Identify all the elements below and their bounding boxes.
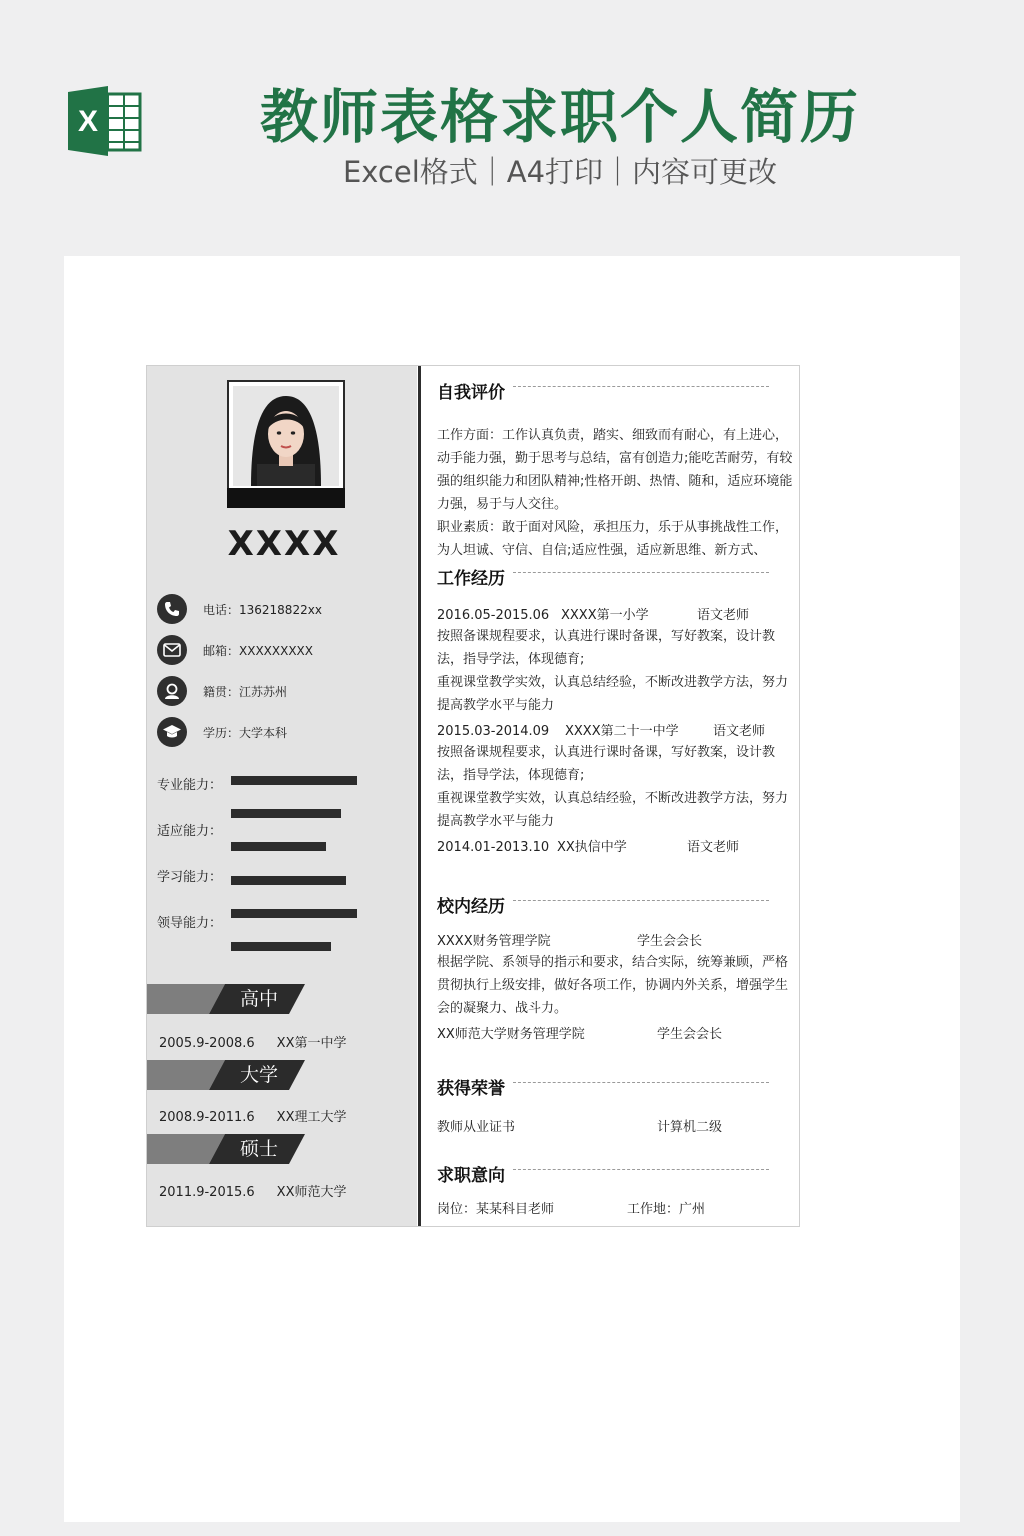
section-rule [513, 900, 769, 901]
resume [146, 365, 800, 1227]
section-title-self-eval: 自我评价 [437, 383, 505, 403]
photo-bar [227, 488, 345, 508]
edu-header-master [147, 1134, 307, 1164]
svg-text:X: X [77, 105, 99, 138]
campus-role: 学生会会长 [657, 1027, 723, 1042]
edu-level: 大学 [239, 1064, 278, 1086]
skill-bar [231, 809, 341, 818]
contact-education [157, 717, 407, 747]
mail-icon [157, 635, 187, 665]
section-rule [513, 572, 769, 573]
skill-label: 领导能力： [157, 916, 223, 931]
work-period: 2014.01-2013.10 [437, 840, 550, 855]
work-role: 语文老师 [697, 608, 750, 623]
edu-period: 2005.9-2008.6 [159, 1036, 255, 1051]
contact-text: 学历：大学本科 [203, 726, 288, 740]
work-row [437, 604, 749, 623]
graduation-cap-icon [157, 717, 187, 747]
page-title: 教师表格求职个人简历 [259, 83, 860, 151]
section-rule [513, 1169, 769, 1170]
column-divider [418, 366, 421, 1227]
self-eval-text [437, 424, 793, 562]
campus-row [437, 930, 702, 949]
intent-position: 岗位：某某科目老师 [437, 1202, 555, 1217]
self-eval-paragraph: 工作方面：工作认真负责，踏实、细致而有耐心，有上进心，动手能力强，勤于思考与总结，富有创造力;能吃苦耐劳，有较强的组织能力和团队精神;性格开朗、热情、随和，适应环境能力强，易于与人交往。 [437, 428, 793, 512]
intent-row [437, 1198, 705, 1217]
skill-label: 专业能力： [157, 778, 223, 793]
edu-entry [159, 1181, 346, 1200]
work-org: XX执信中学 [557, 840, 627, 855]
contact-email [157, 635, 407, 665]
skill-bar [231, 842, 326, 851]
work-period: 2016.05-2015.06 [437, 608, 550, 623]
photo-frame [227, 380, 345, 508]
work-row [437, 836, 739, 855]
page-subtitle: Excel格式｜A4打印｜内容可更改 [342, 155, 778, 189]
phone-icon [157, 594, 187, 624]
skill-bar [231, 942, 331, 951]
skill-label: 适应能力： [157, 824, 223, 839]
edu-school: XX第一中学 [276, 1036, 347, 1051]
skill-label: 学习能力： [157, 870, 223, 885]
honor-item: 教师从业证书 [437, 1120, 516, 1135]
edu-header-highschool [147, 984, 307, 1014]
contact-text: 电话：136218822xx [203, 603, 322, 617]
honor-item: 计算机二级 [657, 1120, 723, 1135]
edu-header-university [147, 1060, 307, 1090]
edu-school: XX理工大学 [276, 1110, 347, 1125]
skill-bar [231, 876, 346, 885]
contact-text: 籍贯：江苏苏州 [203, 685, 288, 699]
profile-name: XXXX [227, 524, 341, 564]
section-rule [513, 386, 769, 387]
sidebar [147, 366, 417, 1227]
section-title-honors: 获得荣誉 [437, 1079, 505, 1099]
campus-desc: 根据学院、系领导的指示和要求，结合实际，统筹兼顾，严格贯彻执行上级安排，做好各项工作，协调内外关系，增强学生会的凝聚力、战斗力。 [437, 955, 789, 1016]
edu-level: 高中 [239, 988, 278, 1010]
edu-period: 2008.9-2011.6 [159, 1110, 255, 1125]
work-desc: 按照备课规程要求，认真进行课时备课，写好教案，设计教法，指导学法，体现德育; 重视课堂教学实效，认真总结经验，不断改进教学方法，努力提高教学水平与能力 [437, 629, 789, 713]
contact-hometown [157, 676, 407, 706]
excel-logo-icon [68, 86, 142, 156]
edu-entry [159, 1032, 346, 1051]
self-eval-paragraph: 职业素质：敢于面对风险，承担压力，乐于从事挑战性工作，为人坦诚、守信、自信;适应性强，适应新思维、新方式、 [437, 520, 789, 558]
section-title-intent: 求职意向 [437, 1166, 505, 1186]
work-desc: 按照备课规程要求，认真进行课时备课，写好教案，设计教法，指导学法，体现德育; 重视课堂教学实效，认真总结经验，不断改进教学方法，努力提高教学水平与能力 [437, 745, 789, 829]
skill-bar [231, 909, 357, 918]
skill-bar [231, 776, 357, 785]
honors-row [437, 1116, 722, 1135]
contact-phone [157, 594, 407, 624]
work-org: XXXX第二十一中学 [565, 724, 679, 739]
edu-entry [159, 1106, 346, 1125]
work-role: 语文老师 [687, 840, 740, 855]
portrait-icon [233, 386, 339, 486]
work-org: XXXX第一小学 [561, 608, 649, 623]
section-title-work: 工作经历 [437, 569, 505, 589]
work-period: 2015.03-2014.09 [437, 724, 550, 739]
campus-row [437, 1023, 722, 1042]
section-title-campus: 校内经历 [437, 897, 505, 917]
edu-level: 硕士 [239, 1138, 278, 1160]
edu-school: XX师范大学 [276, 1185, 347, 1200]
contact-text: 邮箱：XXXXXXXXX [203, 644, 313, 658]
campus-org: XX师范大学财务管理学院 [437, 1027, 585, 1042]
intent-location: 工作地：广州 [627, 1202, 706, 1217]
person-icon [157, 676, 187, 706]
avatar [233, 386, 339, 486]
work-row [437, 720, 765, 739]
campus-org: XXXX财务管理学院 [437, 934, 551, 949]
work-role: 语文老师 [713, 724, 766, 739]
edu-period: 2011.9-2015.6 [159, 1185, 255, 1200]
section-rule [513, 1082, 769, 1083]
campus-role: 学生会会长 [637, 934, 703, 949]
